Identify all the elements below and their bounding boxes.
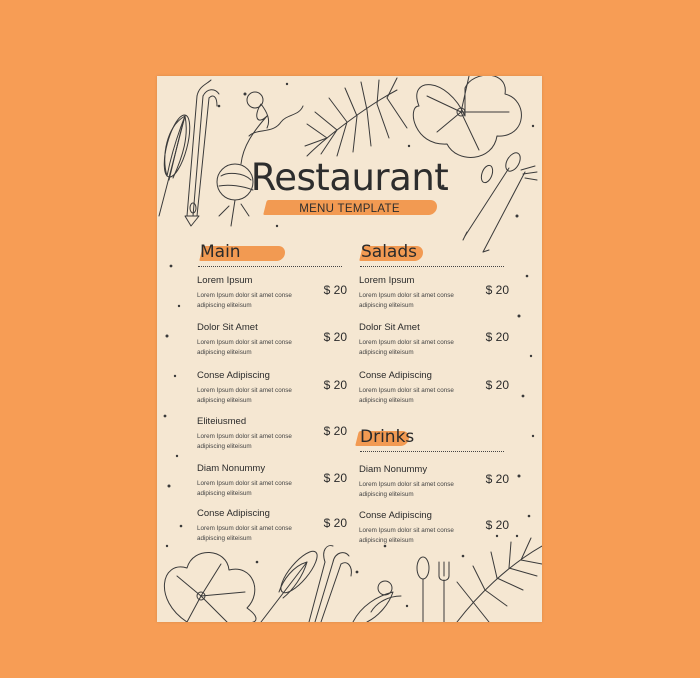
fork-icon (439, 562, 449, 622)
section-title-drinks: Drinks (360, 427, 415, 447)
item-description: Lorem Ipsum dolor sit amet conse adipiscing eliteisum (197, 339, 292, 356)
whisk-icon (261, 546, 323, 622)
menu-item (359, 275, 509, 311)
item-price: $ 20 (323, 516, 347, 530)
item-description: Lorem Ipsum dolor sit amet conse adipiscing eliteisum (359, 339, 454, 356)
menu-item (197, 322, 347, 358)
menu-item (197, 508, 347, 544)
item-price: $ 20 (485, 378, 509, 392)
item-description: Lorem Ipsum dolor sit amet conse adipiscing eliteisum (359, 387, 454, 404)
menu-item (197, 416, 347, 452)
menu-card (157, 76, 542, 622)
menu-item (359, 322, 509, 358)
item-description: Lorem Ipsum dolor sit amet conse adipiscing eliteisum (359, 481, 454, 498)
item-name: Lorem Ipsum (359, 275, 415, 286)
item-price: $ 20 (323, 424, 347, 438)
section-divider (360, 451, 504, 452)
item-name: Diam Nonummy (197, 463, 266, 474)
spoon-icon (417, 557, 429, 622)
menu-item (359, 370, 509, 406)
item-price: $ 20 (485, 330, 509, 344)
radish-icon (353, 581, 401, 622)
item-description: Lorem Ipsum dolor sit amet conse adipiscing eliteisum (359, 292, 454, 309)
item-price: $ 20 (485, 518, 509, 532)
section-title-main: Main (200, 242, 241, 262)
menu-item (359, 464, 509, 500)
section-title-salads: Salads (361, 242, 417, 262)
item-price: $ 20 (485, 283, 509, 297)
menu-item (197, 463, 347, 499)
menu-subtitle: MENU TEMPLATE (299, 203, 400, 215)
item-name: Conse Adipiscing (197, 508, 270, 519)
section-divider (360, 266, 504, 267)
item-price: $ 20 (323, 330, 347, 344)
hibiscus-flower-icon (164, 552, 256, 622)
item-name: Eliteiusmed (197, 416, 247, 427)
leek-icon (309, 546, 351, 622)
palm-leaf-icon (457, 538, 542, 622)
item-name: Dolor Sit Amet (197, 322, 258, 333)
item-description: Lorem Ipsum dolor sit amet conse adipiscing eliteisum (359, 527, 454, 544)
item-name: Conse Adipiscing (197, 370, 270, 381)
menu-item (359, 510, 509, 546)
item-price: $ 20 (323, 471, 347, 485)
menu-title: Restaurant (250, 156, 449, 199)
item-price: $ 20 (323, 378, 347, 392)
item-name: Diam Nonummy (359, 464, 428, 475)
item-description: Lorem Ipsum dolor sit amet conse adipiscing eliteisum (197, 292, 292, 309)
hibiscus-flower-icon (413, 76, 521, 157)
item-description: Lorem Ipsum dolor sit amet conse adipiscing eliteisum (197, 480, 292, 497)
item-price: $ 20 (485, 472, 509, 486)
item-description: Lorem Ipsum dolor sit amet conse adipiscing eliteisum (197, 525, 292, 542)
item-description: Lorem Ipsum dolor sit amet conse adipiscing eliteisum (197, 433, 292, 450)
palm-leaf-icon (305, 78, 407, 156)
section-divider (198, 266, 342, 267)
menu-item (197, 370, 347, 406)
item-name: Dolor Sit Amet (359, 322, 420, 333)
item-name: Conse Adipiscing (359, 510, 432, 521)
item-price: $ 20 (323, 283, 347, 297)
item-description: Lorem Ipsum dolor sit amet conse adipiscing eliteisum (197, 387, 292, 404)
item-name: Conse Adipiscing (359, 370, 432, 381)
menu-item (197, 275, 347, 311)
item-name: Lorem Ipsum (197, 275, 253, 286)
